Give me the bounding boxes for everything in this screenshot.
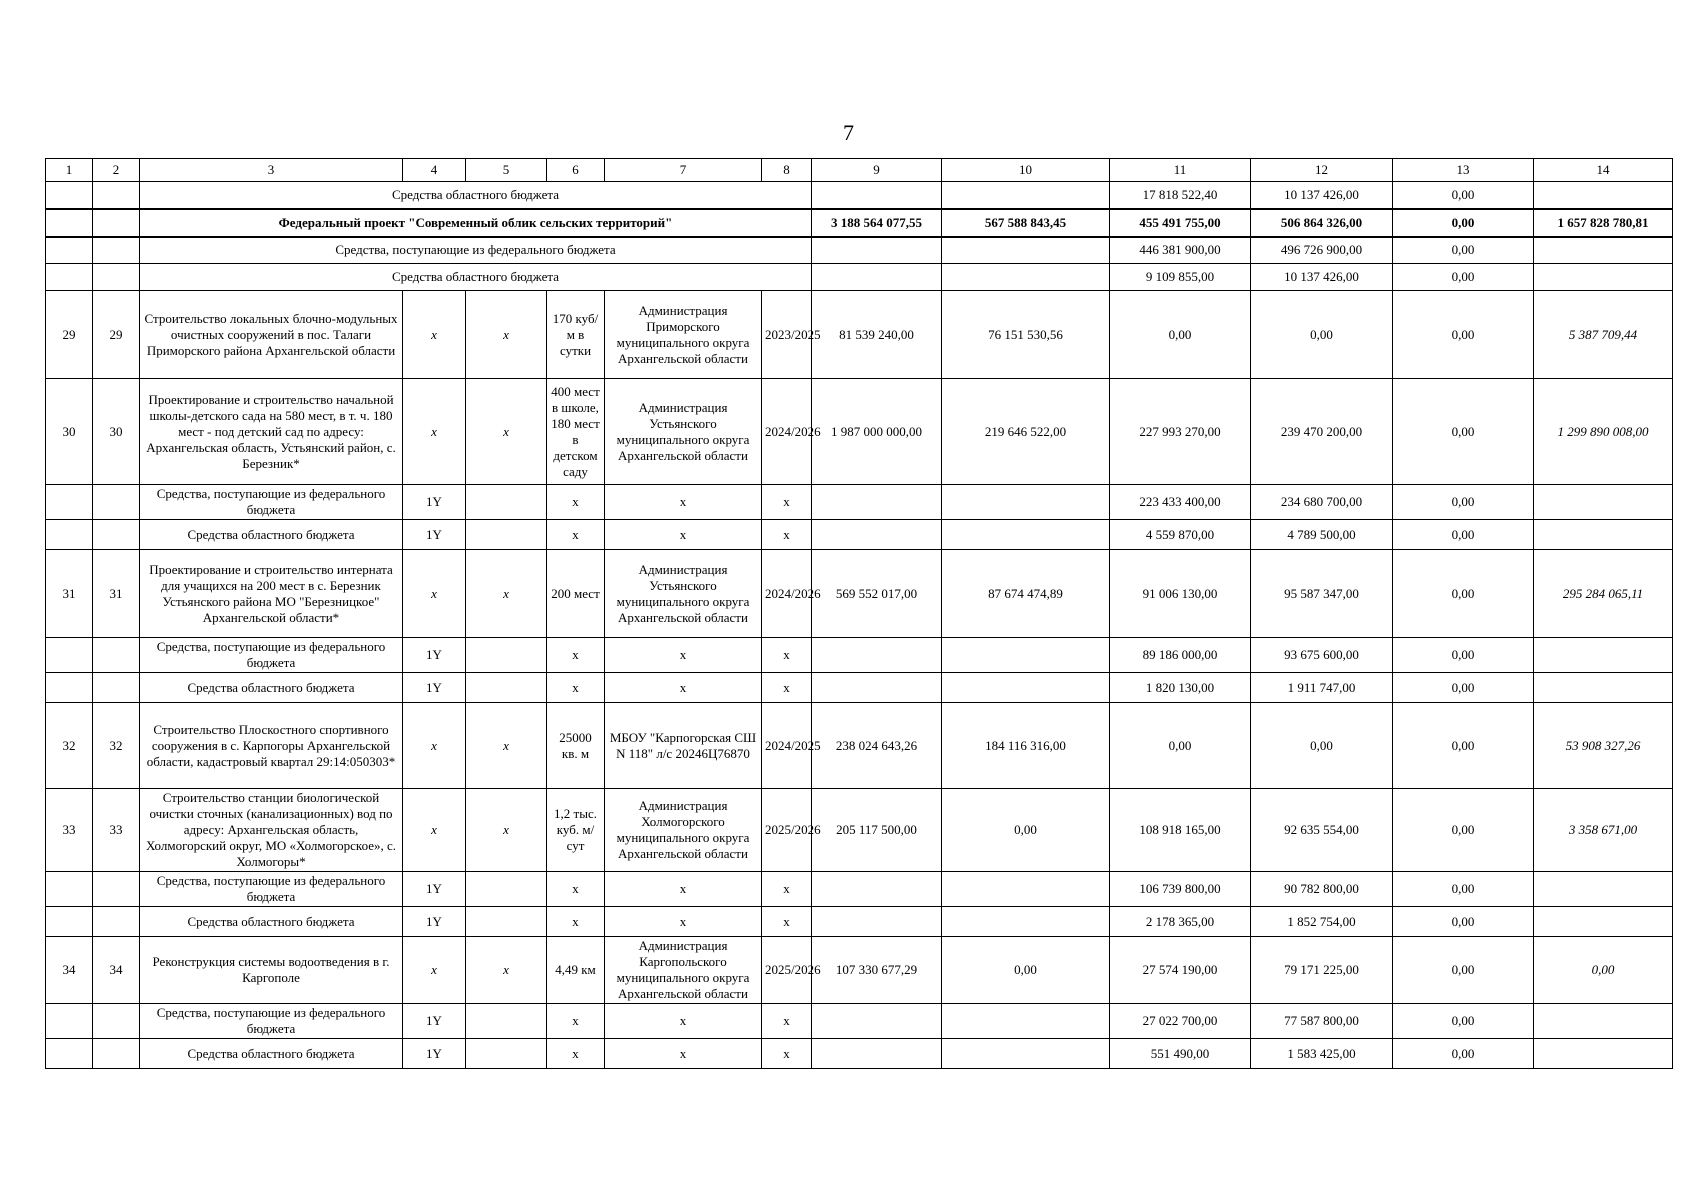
cell-col-5: x <box>466 379 547 485</box>
cell-number <box>46 638 93 673</box>
cell-col-4: x <box>403 703 466 789</box>
cell-year-1: 227 993 270,00 <box>1110 379 1251 485</box>
funding-row <box>46 907 1673 937</box>
row-label: Реконструкция системы водоотведения в г. Каргополе <box>140 937 403 1004</box>
cell-number: 34 <box>46 937 93 1004</box>
cell-year-1: 455 491 755,00 <box>1110 209 1251 237</box>
cell-col-4: 1Y <box>403 907 466 937</box>
cell-customer: Администрация Устьянского муниципального округа Архангельской области <box>605 550 762 638</box>
cell-number: 32 <box>93 703 140 789</box>
funding-row <box>46 520 1673 550</box>
cell-year-2: 496 726 900,00 <box>1251 237 1393 264</box>
cell-col-5: x <box>466 937 547 1004</box>
object-row <box>46 550 1673 638</box>
cell-customer: x <box>605 907 762 937</box>
header-cell: 12 <box>1251 159 1393 182</box>
cell-capacity: 25000 кв. м <box>547 703 605 789</box>
cell-empty <box>93 237 140 264</box>
cell-total-cost <box>812 872 942 907</box>
cell-remaining <box>1534 182 1673 209</box>
cell-customer: Администрация Приморского муниципального округа Архангельской области <box>605 291 762 379</box>
funding-row <box>46 264 1673 291</box>
cell-financed <box>942 1004 1110 1039</box>
funding-row <box>46 1004 1673 1039</box>
cell-number: 31 <box>46 550 93 638</box>
cell-number <box>93 1039 140 1069</box>
cell-year-3: 0,00 <box>1393 703 1534 789</box>
cell-number <box>46 1039 93 1069</box>
cell-empty <box>46 209 93 237</box>
cell-capacity: x <box>547 1039 605 1069</box>
row-label: Строительство локальных блочно-модульных очистных сооружений в пос. Талаги Приморского района Архангельской области <box>140 291 403 379</box>
cell-col-5: x <box>466 789 547 872</box>
cell-year-3: 0,00 <box>1393 291 1534 379</box>
row-label: Строительство Плоскостного спортивного сооружения в с. Карпогоры Архангельской области, кадастровый квартал 29:14:050303* <box>140 703 403 789</box>
cell-customer: Администрация Устьянского муниципального округа Архангельской области <box>605 379 762 485</box>
cell-year-2: 77 587 800,00 <box>1251 1004 1393 1039</box>
cell-col-4: 1Y <box>403 638 466 673</box>
cell-year-3: 0,00 <box>1393 550 1534 638</box>
cell-capacity: x <box>547 485 605 520</box>
cell-financed: 567 588 843,45 <box>942 209 1110 237</box>
cell-number <box>46 1004 93 1039</box>
row-label: Средства областного бюджета <box>140 673 403 703</box>
cell-year-2: 79 171 225,00 <box>1251 937 1393 1004</box>
cell-number: 29 <box>46 291 93 379</box>
cell-period: x <box>762 907 812 937</box>
cell-capacity: 400 мест в школе, 180 мест в детском саду <box>547 379 605 485</box>
cell-col-5 <box>466 638 547 673</box>
cell-total-cost <box>812 485 942 520</box>
cell-capacity: x <box>547 520 605 550</box>
funding-row <box>46 182 1673 209</box>
cell-period: x <box>762 485 812 520</box>
cell-remaining <box>1534 1004 1673 1039</box>
cell-customer: x <box>605 1004 762 1039</box>
cell-period: x <box>762 638 812 673</box>
cell-col-4: x <box>403 550 466 638</box>
funding-row <box>46 872 1673 907</box>
cell-capacity: 170 куб/м в сутки <box>547 291 605 379</box>
cell-number <box>93 872 140 907</box>
object-row <box>46 703 1673 789</box>
cell-year-3: 0,00 <box>1393 1039 1534 1069</box>
cell-remaining <box>1534 872 1673 907</box>
cell-total-cost <box>812 237 942 264</box>
cell-year-1: 1 820 130,00 <box>1110 673 1251 703</box>
cell-period: 2024/2026 <box>762 379 812 485</box>
cell-financed <box>942 485 1110 520</box>
cell-period: 2024/2025 <box>762 703 812 789</box>
cell-col-5 <box>466 872 547 907</box>
row-label: Средства, поступающие из федерального бюджета <box>140 1004 403 1039</box>
row-label: Средства областного бюджета <box>140 264 812 291</box>
cell-financed <box>942 872 1110 907</box>
cell-year-3: 0,00 <box>1393 789 1534 872</box>
cell-financed <box>942 1039 1110 1069</box>
cell-number: 29 <box>93 291 140 379</box>
cell-col-5 <box>466 907 547 937</box>
cell-number <box>93 907 140 937</box>
cell-number <box>46 907 93 937</box>
funding-row <box>46 673 1673 703</box>
row-label: Средства, поступающие из федерального бюджета <box>140 485 403 520</box>
cell-remaining <box>1534 1039 1673 1069</box>
cell-period: x <box>762 520 812 550</box>
cell-number <box>93 1004 140 1039</box>
cell-number <box>46 673 93 703</box>
cell-year-2: 4 789 500,00 <box>1251 520 1393 550</box>
cell-remaining: 5 387 709,44 <box>1534 291 1673 379</box>
object-row <box>46 789 1673 872</box>
cell-customer: x <box>605 485 762 520</box>
cell-year-2: 92 635 554,00 <box>1251 789 1393 872</box>
cell-year-1: 9 109 855,00 <box>1110 264 1251 291</box>
cell-capacity: x <box>547 1004 605 1039</box>
cell-remaining <box>1534 485 1673 520</box>
cell-number: 30 <box>93 379 140 485</box>
object-row <box>46 379 1673 485</box>
header-cell: 2 <box>93 159 140 182</box>
cell-number <box>93 520 140 550</box>
cell-col-5: x <box>466 291 547 379</box>
row-label: Средства областного бюджета <box>140 907 403 937</box>
cell-capacity: x <box>547 673 605 703</box>
header-cell: 5 <box>466 159 547 182</box>
cell-customer: x <box>605 1039 762 1069</box>
project-row <box>46 209 1673 237</box>
cell-capacity: 200 мест <box>547 550 605 638</box>
cell-col-4: 1Y <box>403 485 466 520</box>
object-row <box>46 937 1673 1004</box>
cell-customer: x <box>605 872 762 907</box>
funding-row <box>46 485 1673 520</box>
cell-year-1: 17 818 522,40 <box>1110 182 1251 209</box>
cell-year-1: 4 559 870,00 <box>1110 520 1251 550</box>
header-cell: 11 <box>1110 159 1251 182</box>
cell-number <box>46 872 93 907</box>
cell-customer: Администрация Холмогорского муниципального округа Архангельской области <box>605 789 762 872</box>
cell-year-2: 234 680 700,00 <box>1251 485 1393 520</box>
cell-year-2: 1 583 425,00 <box>1251 1039 1393 1069</box>
cell-financed <box>942 907 1110 937</box>
cell-col-4: 1Y <box>403 520 466 550</box>
table-body <box>46 159 1673 1069</box>
cell-year-2: 1 911 747,00 <box>1251 673 1393 703</box>
cell-year-2: 239 470 200,00 <box>1251 379 1393 485</box>
cell-remaining: 0,00 <box>1534 937 1673 1004</box>
cell-total-cost: 1 987 000 000,00 <box>812 379 942 485</box>
header-cell: 6 <box>547 159 605 182</box>
cell-year-1: 2 178 365,00 <box>1110 907 1251 937</box>
cell-customer: Администрация Каргопольского муниципального округа Архангельской области <box>605 937 762 1004</box>
cell-financed: 87 674 474,89 <box>942 550 1110 638</box>
row-label: Средства областного бюджета <box>140 182 812 209</box>
cell-total-cost <box>812 1039 942 1069</box>
cell-year-2: 95 587 347,00 <box>1251 550 1393 638</box>
cell-year-1: 446 381 900,00 <box>1110 237 1251 264</box>
cell-total-cost <box>812 520 942 550</box>
cell-period: x <box>762 872 812 907</box>
cell-number <box>93 638 140 673</box>
cell-financed: 219 646 522,00 <box>942 379 1110 485</box>
cell-remaining <box>1534 673 1673 703</box>
cell-number <box>46 485 93 520</box>
funding-row <box>46 638 1673 673</box>
cell-col-4: x <box>403 937 466 1004</box>
row-label: Средства областного бюджета <box>140 520 403 550</box>
cell-empty <box>46 237 93 264</box>
cell-number: 34 <box>93 937 140 1004</box>
cell-col-5 <box>466 485 547 520</box>
cell-year-2: 0,00 <box>1251 291 1393 379</box>
cell-number: 33 <box>93 789 140 872</box>
cell-year-3: 0,00 <box>1393 937 1534 1004</box>
header-cell: 13 <box>1393 159 1534 182</box>
cell-total-cost: 569 552 017,00 <box>812 550 942 638</box>
cell-year-3: 0,00 <box>1393 907 1534 937</box>
cell-capacity: x <box>547 907 605 937</box>
cell-number <box>93 485 140 520</box>
cell-number: 31 <box>93 550 140 638</box>
cell-year-1: 223 433 400,00 <box>1110 485 1251 520</box>
row-label: Проектирование и строительство начальной школы-детского сада на 580 мест, в т. ч. 180 мест - под детский сад по адресу: Архангельская область, Устьянский район, с. Березник* <box>140 379 403 485</box>
cell-number <box>46 520 93 550</box>
cell-financed <box>942 520 1110 550</box>
cell-total-cost: 81 539 240,00 <box>812 291 942 379</box>
cell-total-cost <box>812 1004 942 1039</box>
row-label: Проектирование и строительство интерната для учащихся на 200 мест в с. Березник Устьянского района МО "Березницкое" Архангельской области* <box>140 550 403 638</box>
cell-period: x <box>762 673 812 703</box>
cell-total-cost <box>812 182 942 209</box>
row-label: Федеральный проект "Современный облик сельских территорий" <box>140 209 812 237</box>
cell-total-cost: 107 330 677,29 <box>812 937 942 1004</box>
cell-year-3: 0,00 <box>1393 237 1534 264</box>
cell-year-1: 27 022 700,00 <box>1110 1004 1251 1039</box>
cell-col-5 <box>466 673 547 703</box>
cell-col-5: x <box>466 550 547 638</box>
cell-year-1: 108 918 165,00 <box>1110 789 1251 872</box>
header-cell: 3 <box>140 159 403 182</box>
cell-col-4: 1Y <box>403 872 466 907</box>
cell-col-4: x <box>403 789 466 872</box>
cell-year-1: 0,00 <box>1110 291 1251 379</box>
cell-remaining <box>1534 520 1673 550</box>
cell-empty <box>93 209 140 237</box>
cell-financed <box>942 237 1110 264</box>
cell-customer: x <box>605 638 762 673</box>
header-cell: 14 <box>1534 159 1673 182</box>
cell-year-3: 0,00 <box>1393 182 1534 209</box>
cell-remaining <box>1534 907 1673 937</box>
cell-year-2: 1 852 754,00 <box>1251 907 1393 937</box>
cell-year-1: 551 490,00 <box>1110 1039 1251 1069</box>
cell-year-3: 0,00 <box>1393 872 1534 907</box>
funding-row <box>46 237 1673 264</box>
cell-total-cost <box>812 264 942 291</box>
cell-col-4: x <box>403 291 466 379</box>
cell-year-3: 0,00 <box>1393 673 1534 703</box>
cell-remaining: 1 657 828 780,81 <box>1534 209 1673 237</box>
cell-year-1: 89 186 000,00 <box>1110 638 1251 673</box>
page-number: 7 <box>843 120 854 145</box>
cell-year-2: 0,00 <box>1251 703 1393 789</box>
cell-col-4: 1Y <box>403 1004 466 1039</box>
cell-period: x <box>762 1039 812 1069</box>
row-label: Средства областного бюджета <box>140 1039 403 1069</box>
cell-period: 2025/2026 <box>762 789 812 872</box>
cell-financed <box>942 638 1110 673</box>
cell-empty <box>93 182 140 209</box>
cell-number: 30 <box>46 379 93 485</box>
cell-year-3: 0,00 <box>1393 638 1534 673</box>
object-row <box>46 291 1673 379</box>
cell-empty <box>46 264 93 291</box>
cell-col-4: x <box>403 379 466 485</box>
cell-financed <box>942 182 1110 209</box>
cell-year-1: 27 574 190,00 <box>1110 937 1251 1004</box>
header-cell: 1 <box>46 159 93 182</box>
cell-period: 2023/2025 <box>762 291 812 379</box>
cell-col-5: x <box>466 703 547 789</box>
cell-number: 32 <box>46 703 93 789</box>
cell-financed <box>942 673 1110 703</box>
cell-capacity: x <box>547 872 605 907</box>
cell-remaining: 1 299 890 008,00 <box>1534 379 1673 485</box>
cell-total-cost <box>812 638 942 673</box>
cell-remaining <box>1534 237 1673 264</box>
cell-total-cost <box>812 673 942 703</box>
cell-year-1: 106 739 800,00 <box>1110 872 1251 907</box>
cell-year-3: 0,00 <box>1393 379 1534 485</box>
cell-financed: 184 116 316,00 <box>942 703 1110 789</box>
cell-period: x <box>762 1004 812 1039</box>
cell-col-5 <box>466 1004 547 1039</box>
cell-period: 2025/2026 <box>762 937 812 1004</box>
program-table <box>45 158 1673 1069</box>
header-cell: 10 <box>942 159 1110 182</box>
cell-remaining: 53 908 327,26 <box>1534 703 1673 789</box>
cell-financed: 0,00 <box>942 937 1110 1004</box>
cell-remaining: 3 358 671,00 <box>1534 789 1673 872</box>
cell-number: 33 <box>46 789 93 872</box>
header-row <box>46 159 1673 182</box>
cell-total-cost: 3 188 564 077,55 <box>812 209 942 237</box>
cell-financed: 76 151 530,56 <box>942 291 1110 379</box>
cell-year-2: 93 675 600,00 <box>1251 638 1393 673</box>
cell-capacity: 4,49 км <box>547 937 605 1004</box>
cell-period: 2024/2026 <box>762 550 812 638</box>
cell-year-3: 0,00 <box>1393 485 1534 520</box>
header-cell: 7 <box>605 159 762 182</box>
cell-col-5 <box>466 520 547 550</box>
cell-year-2: 506 864 326,00 <box>1251 209 1393 237</box>
header-cell: 9 <box>812 159 942 182</box>
cell-customer: МБОУ "Карпогорская СШ N 118" л/с 20246Ц76870 <box>605 703 762 789</box>
cell-col-4: 1Y <box>403 673 466 703</box>
cell-year-1: 91 006 130,00 <box>1110 550 1251 638</box>
row-label: Средства, поступающие из федерального бюджета <box>140 872 403 907</box>
cell-year-1: 0,00 <box>1110 703 1251 789</box>
cell-year-2: 10 137 426,00 <box>1251 264 1393 291</box>
cell-capacity: 1,2 тыс. куб. м/сут <box>547 789 605 872</box>
row-label: Средства, поступающие из федерального бюджета <box>140 237 812 264</box>
cell-customer: x <box>605 673 762 703</box>
cell-capacity: x <box>547 638 605 673</box>
cell-remaining <box>1534 264 1673 291</box>
cell-empty <box>46 182 93 209</box>
cell-col-5 <box>466 1039 547 1069</box>
cell-total-cost: 205 117 500,00 <box>812 789 942 872</box>
header-cell: 8 <box>762 159 812 182</box>
cell-year-3: 0,00 <box>1393 264 1534 291</box>
cell-col-4: 1Y <box>403 1039 466 1069</box>
cell-year-3: 0,00 <box>1393 520 1534 550</box>
cell-number <box>93 673 140 703</box>
header-cell: 4 <box>403 159 466 182</box>
row-label: Средства, поступающие из федерального бюджета <box>140 638 403 673</box>
cell-year-3: 0,00 <box>1393 1004 1534 1039</box>
funding-row <box>46 1039 1673 1069</box>
cell-customer: x <box>605 520 762 550</box>
cell-year-2: 90 782 800,00 <box>1251 872 1393 907</box>
row-label: Строительство станции биологической очистки сточных (канализационных) вод по адресу: Архангельская область, Холмогорский округ, МО «Холмогорское», с. Холмогоры* <box>140 789 403 872</box>
cell-total-cost <box>812 907 942 937</box>
cell-year-2: 10 137 426,00 <box>1251 182 1393 209</box>
cell-remaining <box>1534 638 1673 673</box>
cell-remaining: 295 284 065,11 <box>1534 550 1673 638</box>
cell-financed: 0,00 <box>942 789 1110 872</box>
cell-total-cost: 238 024 643,26 <box>812 703 942 789</box>
cell-financed <box>942 264 1110 291</box>
cell-year-3: 0,00 <box>1393 209 1534 237</box>
cell-empty <box>93 264 140 291</box>
